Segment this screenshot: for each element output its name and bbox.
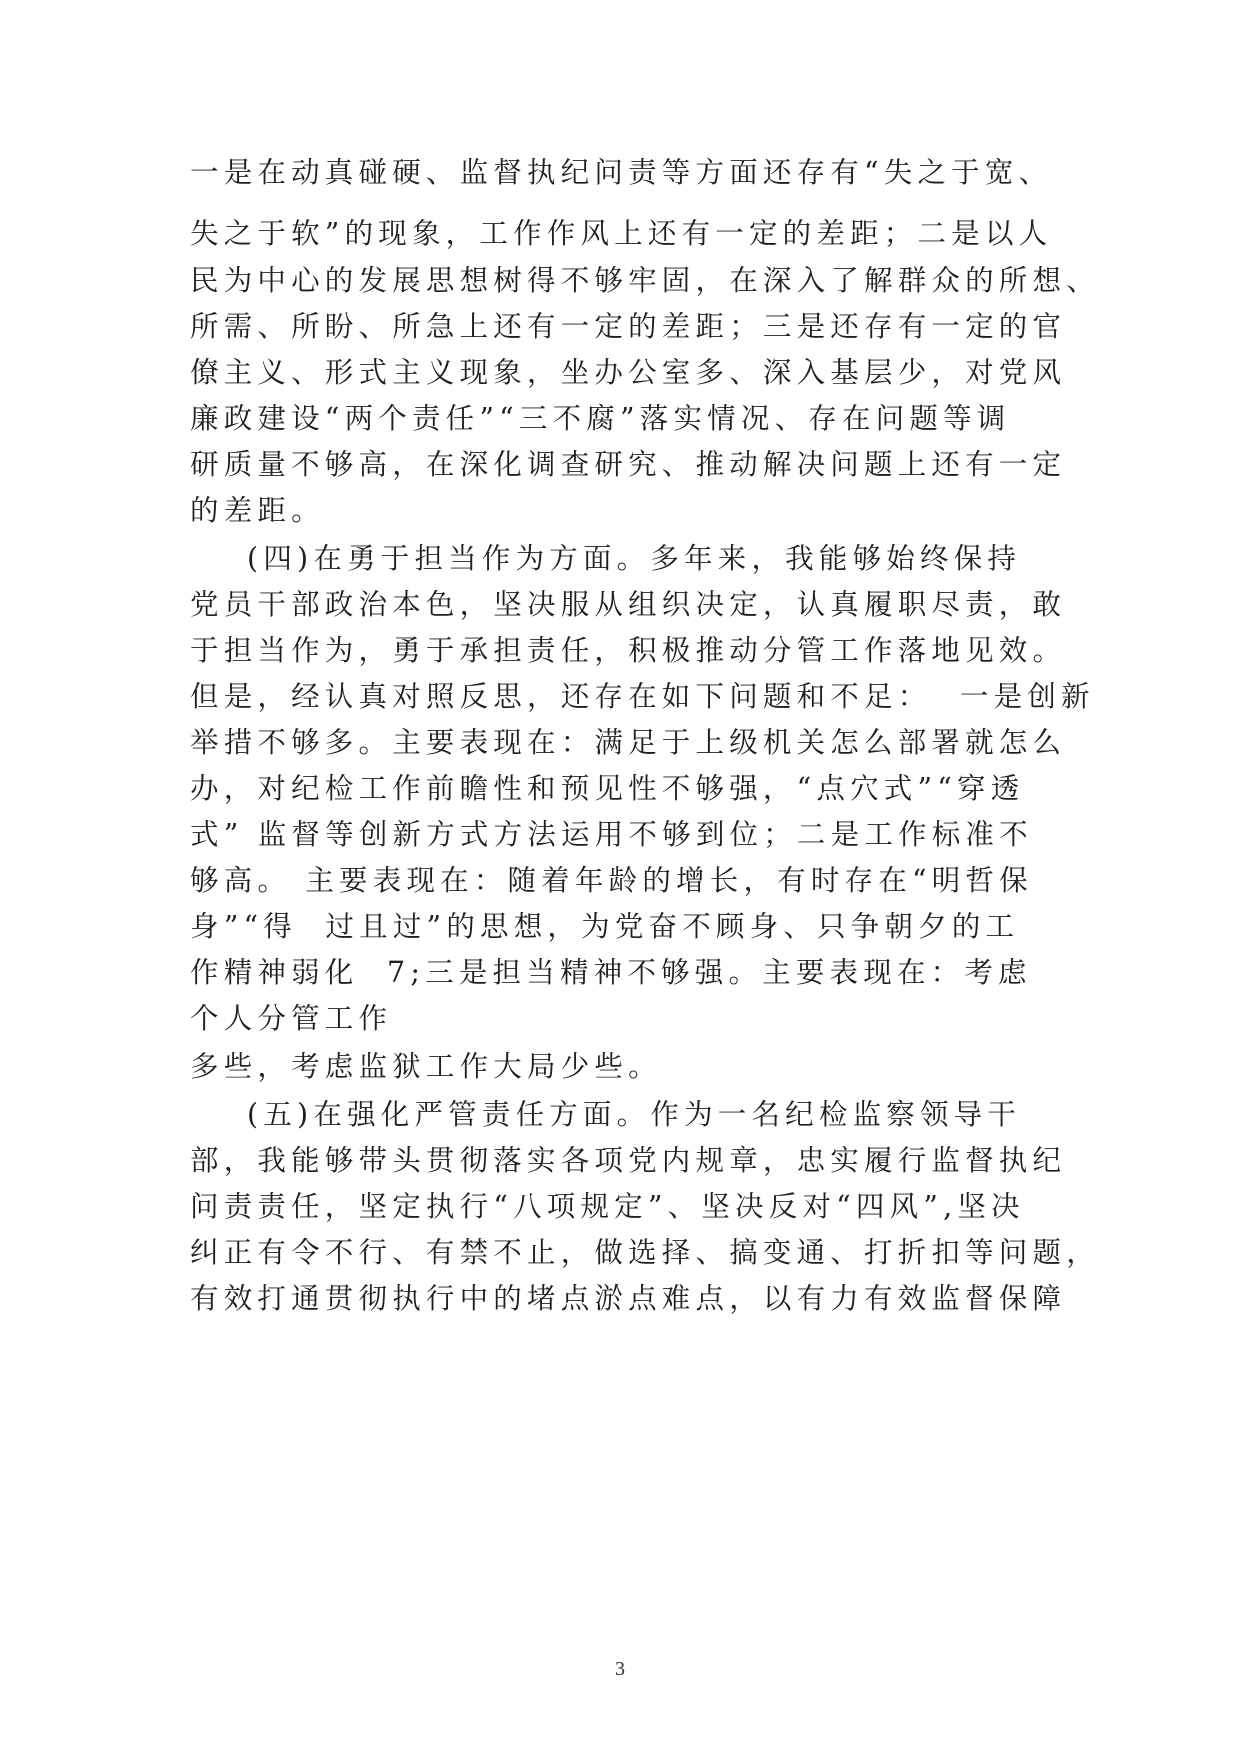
paragraph-line: 部，我能够带头贯彻落实各项党内规章，忠实履行监督执纪 (190, 1144, 1067, 1177)
paragraph-line: 于担当作为，勇于承担责任，积极推动分管工作落地见效。 (190, 634, 1067, 667)
paragraph-line: 一是在动真碰硬、监督执纪问责等方面还存有“失之于宽、 (190, 156, 1053, 189)
paragraph-line: 问责责任，坚定执行“八项规定”、坚决反对“四风”,坚决 (190, 1190, 1025, 1223)
paragraph-line: 办，对纪检工作前瞻性和预见性不够强，“点穴式”“穿透 (190, 772, 1025, 805)
paragraph-line: 式” 监督等创新方式方法运用不够到位；二是工作标准不 (190, 818, 1033, 851)
paragraph-line: 有效打通贯彻执行中的堵点淤点难点，以有力有效监督保障 (190, 1282, 1067, 1315)
paragraph-line: 多些，考虑监狱工作大局少些。 (190, 1050, 662, 1083)
paragraph-line: 僚主义、形式主义现象，坐办公室多、深入基层少，对党风 (190, 356, 1067, 389)
paragraph-line: 身”“得 过且过”的思想，为党奋不顾身、只争朝夕的工 (190, 910, 1020, 943)
paragraph-line: 但是，经认真对照反思，还存在如下问题和不足： 一是创新 (190, 680, 1095, 713)
paragraph-line: 够高。 主要表现在：随着年龄的增长，有时存在“明哲保 (190, 864, 1033, 897)
paragraph-line: 失之于软”的现象，工作作风上还有一定的差距；二是以人 (190, 217, 1053, 250)
page-number: 3 (615, 1658, 625, 1680)
paragraph-line: 所需、所盼、所急上还有一定的差距；三是还存有一定的官 (190, 310, 1067, 343)
paragraph-line: 作精神弱化 7;三是担当精神不够强。主要表现在：考虑 (190, 956, 1032, 989)
paragraph-line: 廉政建设“两个责任”“三不腐”落实情况、存在问题等调 (190, 402, 1011, 435)
paragraph-line: 民为中心的发展思想树得不够牢固，在深入了解群众的所想、 (190, 264, 1100, 297)
paragraph-line: (四)在勇于担当作为方面。多年来，我能够始终保持 (190, 542, 1022, 575)
paragraph-line: (五)在强化严管责任方面。作为一名纪检监察领导干 (190, 1098, 1022, 1131)
paragraph-line: 的差距。 (190, 494, 325, 527)
paragraph-line: 研质量不够高，在深化调查研究、推动解决问题上还有一定 (190, 448, 1067, 481)
paragraph-line: 党员干部政治本色，坚决服从组织决定，认真履职尽责，敢 (190, 588, 1067, 621)
paragraph-line: 举措不够多。主要表现在：满足于上级机关怎么部署就怎么 (190, 726, 1067, 759)
paragraph-line: 个人分管工作 (190, 1002, 393, 1035)
paragraph-line: 纠正有令不行、有禁不止，做选择、搞变通、打折扣等问题， (190, 1236, 1100, 1269)
